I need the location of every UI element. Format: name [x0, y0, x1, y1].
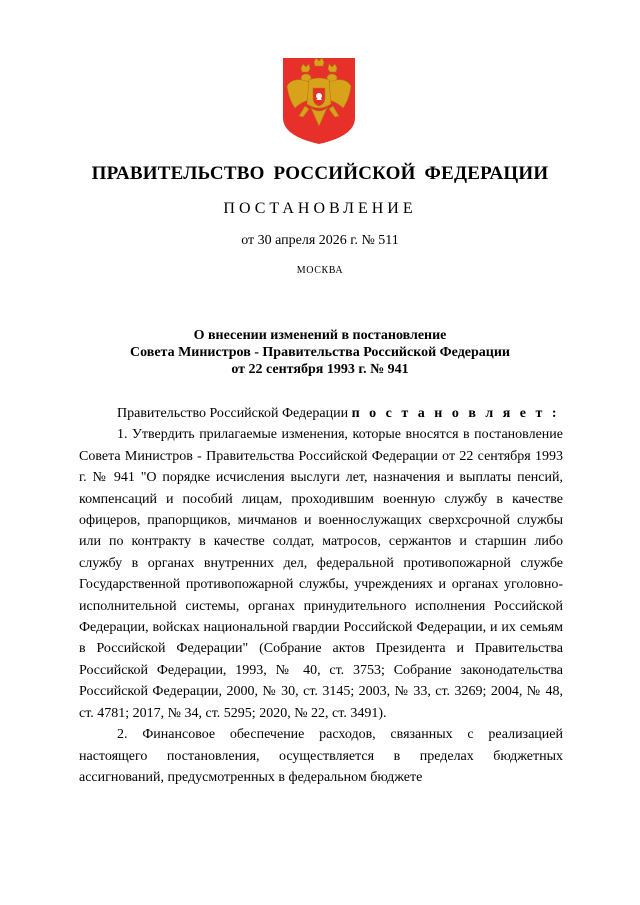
- intro-text: Правительство Российской Федерации: [117, 406, 352, 421]
- document-date-number: от 30 апреля 2026 г. № 511: [241, 233, 399, 248]
- document-city: МОСКВА: [296, 265, 344, 276]
- intro-paragraph: [79, 403, 563, 424]
- paragraph-1: 1. Утвердить прилагаемые изменения, которые вносятся в постановление Совета Министров - Правительства Российской Федерации от 22 сентября 1993 г. № 941 "О порядке исчисления выслуги лет, назначения и выплаты пенсий, компенсаций и пособий лицам, проходившим военную службу в качестве офицеров, прапорщиков, мичманов и военнослужащих сверхсрочной службы или по контракту в качестве солдат, матросов, сержантов и старшин либо службу в органах внутренних дел, федеральной противопожарной службе Государственной противопожарной службы, учреждениях и органах уголовно-исполнительной системы, органах принудительного исполнения Российской Федерации, войсках национальной гвардии Российской Федерации, и их семьям в Российской Федерации" (Собрание актов Президента и Правительства Российской Федерации, 1993, № 40, ст. 3753; Собрание законодательства Российской Федерации, 2000, № 30, ст. 3145; 2003, № 33, ст. 3269; 2004, № 48, ст. 4781; 2017, № 34, ст. 5295; 2020, № 22, ст. 3491).: [79, 427, 563, 721]
- document-body: [79, 403, 563, 788]
- subject-line-3: от 22 сентября 1993 г. № 941: [231, 362, 409, 377]
- government-title: ПРАВИТЕЛЬСТВО РОССИЙСКОЙ ФЕДЕРАЦИИ: [91, 163, 549, 184]
- paragraph-2: 2. Финансовое обеспечение расходов, связанных с реализацией настоящего постановления, осуществляется в пределах бюджетных ассигнований, предусмотренных в федеральном бюджете: [79, 727, 563, 785]
- subject-line-1: О внесении изменений в постановление: [193, 328, 447, 343]
- document-type: ПОСТАНОВЛЕНИЕ: [223, 200, 417, 217]
- subject-line-2: Совета Министров - Правительства Российской Федерации: [130, 345, 510, 360]
- document-subject: [60, 327, 580, 378]
- coat-of-arms-icon: [279, 56, 359, 146]
- decree-word: п о с т а н о в л я е т :: [351, 406, 560, 421]
